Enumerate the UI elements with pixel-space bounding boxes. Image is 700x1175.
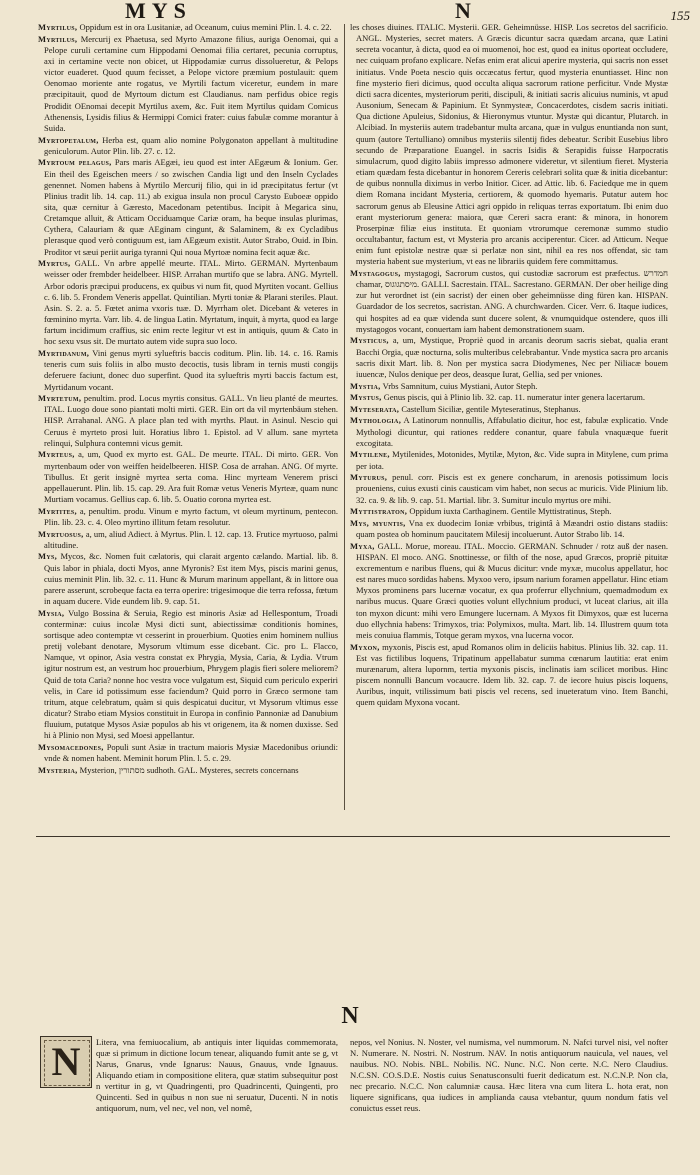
entry-headword: Myrteus, [38, 449, 75, 460]
dictionary-entry [350, 404, 668, 415]
right-column [350, 22, 668, 812]
entry-text: GALL. Vn arbre appellé meurte. ITAL. Mirto. GERMAN. Myrtenbaum weisser oder frembder heidelbeer. HISP. Arrahan murtifo que se labra. ANG. Myrtell. Arbor odoris præcipui producens, ex quibus vi num fit, quod Myrtiten vocant. Gellius c. 6. lib. 5. Frondem Veneris appellat. Quintilian. Myrti toniæ & Plarani steriles. Plaut. Asin. S. 2. a. 5. Fœtet anima vxoris tuæ. D. Myrrham olet. Dicebant & veteres in fœminino myrta. Varr. lib. 4. de lingua Latin. Myrtatum, inquit, à myrta, quod ea large fartum incidimum craffius, sic enim recte legitur vt est in antiquis, quum & Cato in hoc sexu vsus sit. De murtato autem vide supra suo loco. [44, 258, 338, 347]
entry-text: Vna ex duodecim Ioniæ vrbibus, trigintâ à Mæandri ostio distans stadiis: quam postea ob hominum paucitatem Milesij incoluerunt. Autor Strabo lib. 14. [356, 517, 668, 540]
dictionary-entry [350, 506, 668, 517]
entry-text: A Latinorum nonnullis, Affabulatio dicitur, hoc est, fabulæ explicatio. Vnde Mythologi dicuntur, qui rationes reddere conantur, quare fabula vnaquæque fuerit excogitata. [356, 415, 668, 448]
entry-text: Mercurij ex Phaetusa, sed Myrto Amazone filius, auriga Oenomai, qui a Pelope curuli certamine cum Hippodami Oenomai filia certaret, pecunia corruptus, axi in certamine vecte non obicet, ut Hippodamiæ currus dissolueretur, & Pelops victor euaderet. Quod quum fecisset, a Pelope victore præmium postulauit: quem Oenomao moriente ante rogatus, ve Myrtili factum viceretur, eundem in mare præcipitauit, quod de Myrtoum dictum est Claudianus. nam perfidus obice regis Prodidit OEnomai decepit Myrtilus axem, &c. Fuit item Myrtilus quidam Comicus Athenensis, Lysidis filius & Hermippi Comici frater: cuius fabulæ comme morantur à Suida. [44, 33, 338, 133]
entry-headword: Myrtuosus, [38, 528, 84, 539]
n-entry-left-text: Litera, vna femiuocalium, ab antiquis inter liquidas commemorata, quæ si primum in dictione locum tenear, aliquando fumit ante se g, vt Narus, Gnarus, vnde Ignarus: Nauus, Gnauus, vnde Ignauus. Aliquando etiam in compositione elitera, quæ statim subsequitur post n vertitur in g, vt Quadringenti, pro Quadrincenti, Quingenti, pro Quincenti. Sed in quibus n non sue ni seruatur, Ducenti. N in notis antiquorum, num, vel nec, vel non, vel nomê, [96, 1037, 338, 1113]
entry-headword: Mysomacedones, [38, 742, 104, 752]
decorated-initial [40, 1036, 92, 1088]
entry-headword: Myxon, [350, 641, 380, 652]
dictionary-entry [350, 541, 668, 641]
dictionary-entry [38, 393, 338, 449]
n-entry-right [350, 1037, 668, 1172]
dropcap-letter: N [51, 1039, 81, 1084]
dictionary-entry [350, 518, 668, 540]
dictionary-entry [38, 742, 338, 764]
dictionary-entry [38, 529, 338, 551]
entry-headword: Myrtilus, [38, 22, 78, 32]
entry-text: GALL. Morue, moreau. ITAL. Moccio. GERMAN. Schnuder / rotz auß der nasen. HISPAN. El moco. ANG. Snottinesse, or filth of the nose, apud Græcos, propriè pituitæ excrementum e naribus fluens, qui & Mucus dicitur: vnde myxæ, mucolus appellatur, hoc est nares muco sordidas habens. Myxoo vero, ipsum narium foramen appellatur. Hinc etiam Myxos prominens pars lucernæ vocatur, ex qua proferrur ellychnium, quemadmodum ex naribus mucus. Quare Græci quoties volunt ellychnium produci, vt luceat clarius, ait illa ton myxon dicunt: mihi vero Emungere lucernam. A Myxos fit Dimyxos, quæ est lucerna duo ellychnia habens: Trimyxos, tria: Polymixos, multa. Mart. lib. 14. Illustrem quum tota meis conuiua flammis, Totque geram myxos, vna lucerna vocor. [356, 540, 668, 640]
entry-text: myxonis, Piscis est, apud Romanos olim in deliciis habitus. Plinius lib. 32. cap. 11. Est vas fictilibus loquens, Tripatinum appellabatur summa cœnarum lautitia: erat enim murænarum, altera lupornm, tertia myxonis piscis, inclinatis iam scilicet moribus. Hinc piscem nonnulli Bancum vocaucre. Idem lib. 32. cap. 7. de iecore huius piscis loquens, Auribus, inquit, vtilissimum bati piscis vel recens, sed inueteratum vino. Item Banchi, quem quidam Myxona vocant. [356, 641, 668, 708]
entry-headword: Mystia, [350, 380, 381, 391]
entry-text: Castellum Siciliæ, gentile Myteseratinus, Stephanus. [401, 403, 581, 414]
dictionary-entry [38, 22, 338, 33]
dictionary-entry [350, 22, 668, 267]
dictionary-entry [350, 381, 668, 392]
section-rule [36, 836, 670, 837]
entry-headword: Mystus, [350, 392, 382, 403]
dictionary-entry [38, 258, 338, 347]
entry-text: Mytilenides, Motonides, Mytilæ, Myton, &c. Vide supra in Mitylene, cum prima per iota. [356, 449, 668, 471]
dictionary-entry [38, 449, 338, 505]
dictionary-entry [350, 642, 668, 709]
entry-text: a, um, aliud Adiect. à Myrtus. Plin. l. 12. cap. 13. Frutice myrtuoso, palmi altitudine. [44, 528, 338, 550]
dictionary-entry [38, 34, 338, 134]
dictionary-entry [350, 415, 668, 448]
entry-headword: Mysticus, [350, 335, 389, 346]
dictionary-entry [38, 765, 338, 776]
entry-headword: Myttistraton, [350, 506, 408, 517]
entry-headword: Mysia, [38, 607, 65, 618]
dictionary-entry [38, 608, 338, 742]
entry-headword: Myrtilus, [38, 33, 78, 44]
entry-text: Populi sunt Asiæ in tractum maioris Mysiæ Macedonibus oriundi: vnde & nomen habent. Meminit horum Plin. l. 5. c. 29. [44, 742, 338, 764]
entry-text: Oppidum est in ora Lusitaniæ, ad Oceanum, cuius memini Plin. l. 4. c. 22. [79, 22, 332, 32]
section-heading: N [341, 1003, 359, 1029]
dictionary-entry [38, 348, 338, 393]
entry-text: penultim. prod. Locus myrtis consitus. GALL. Vn lieu planté de meurtes. ITAL. Luogo doue sono piantati molti mirti. GER. Ein ort da vil myrtenbäum stehen. HISP. Arrahanal. ANG. A place plan ted with myrths. Plaut. in Asinul. Nescio qui Ceruus è myrteto prosi luit. Horatius libro 1. Epistol. ad V allum. sane myrteta relinqui, Sulphura contemni vicus gemit. [44, 393, 338, 448]
entry-text: a, um, Mystique, Propriè quod in arcanis deorum sacris siebat, qualia erant Bacchi Orgia, quæ nocturna, solis multeribus celebrabantur. Vnde mystica sacra pro arcanis sacris dixit Mart. lib. 8. Non per mystica sacra Diodymenes, Nec per Niliacæ bouem iuuencæ, Nulos denique per deos, deasque Iurat, Gellia, sed per vniones. [356, 335, 668, 379]
entry-headword: Mys, myuntis, [350, 517, 406, 528]
running-head-left: MYS [125, 0, 192, 23]
entry-headword: Mytilene, [350, 449, 390, 460]
column-divider [344, 24, 345, 810]
entry-text: penul. corr. Piscis est ex genere concharum, in arenosis potissimum locis proueniens, cuius exusti cinis causticam vim habet, non secus ac muricis. Vide Plinium lib. 32. ca. 9. & lib. 9. cap. 51. Martial. libr. 3. Sumitur inculo myrtus ore mihi. [356, 472, 668, 505]
dictionary-entry [350, 392, 668, 403]
entry-text: mystagogi, Sacrorum custos, qui custodiæ sacrorum est præfectus. חמדרש chamar, מיסתגוגוס. GALLI. Sacrestain. ITAL. Sacrestano. GERMAN. Der ober heilige ding zur hut verordnet ist (ein sacrist) der einen ober geheimnüsse ding füren kan. HISPAN. Guardador de los secretos, sacristan. ANG. A churchwarden. Cicer. Verr. 6. Itaque iudices, qui hospites ad ea quæ videnda sunt ducere solent, & vnumquidque ostendere, quos illi mystagogos vocant, conuertam iam habent demonstrationem suam. [356, 267, 668, 334]
entry-headword: Myrtopetalum, [38, 134, 99, 145]
dictionary-entry [38, 551, 338, 607]
entry-headword: Mythologia, [350, 415, 402, 426]
entry-headword: Myrtoum pelagus, [38, 157, 112, 168]
entry-text: Genus piscis, qui à Plinio lib. 32. cap. 11. numeratur inter genera lacertarum. [383, 392, 645, 403]
entry-text: les choses diuines. ITALIC. Mysterii. GER. Geheimnüsse. HISP. Los secretos del sacrificio. ANGL. Mysteries, secret maters. A Græcis dicuntur sacra quædam arcana, quæ Latini secreta vocantur, à dicta, quod ea oi muomenoi, hoc est, quod ea initus oporteat occludere, nec cuiquam profano explicare. Nefas enim erat alicui aperire mysteria, qui sacris non esset initiatus. Vnde Poeta nescio quis occæcatus fertur, quod mysteria enuntiasset. Hinc non fine mysterio fieri dicimus, quod occulta aliqua sacrorum ratione perficitur. Vnde Mystæ dicti sacra dicentes, mysteriorum periti, discipuli, & initiati sacris alicuius numinis, vt apud Ausonium, Senecam & Papinium. Et Synmysteæ, Concacerdotes, cisdem sacris initiati. Qua dictione Apuleius, Sidonius, & Hieronymus vtuntur. Mystæ qui dicantur, Plutarch. in Alcibiad. In mysteriis autem tradebantur multa arcana, quæ in vulgus enuntianda non sunt, quum (autore Tertulliano) omnibus mysteriis silentij fides debeatur. Scribit Eusebius libro secundo de Præparatione Euangel. in sacris Isidis & Serapidis fuisse Harpocratis simulacrum, quod digito labiis impresso admonere videretur, vt silentium fieret. Mysteria etiam quædam festa dicebantur in honorem Cereris celebrari solita quæ & initia dicebantur: de quibus nonnulla diximus in verbo Initior. Cicer. ad Attic. lib. 6. Faciedque me in quem diem Romana incidant Mysteria, certiorem, & quomodo hyemaris. Putatur autem hoc sacrorum genus ab Eleusine Attici agri oppido in reliquas terras exportatum. Ibi enim duo erant mysteriorum genera: maiora, quæ Cereri sacra erant: & minora, in honorem Proserpinæ filiæ eius instituta. Et quoniam vtrorumque ceremonæ summo studio occultabantur, factum est, vt Mysteria pro arcanis acciperentur. Cicer. ad Atticum. Neque enim funt epistolæ nestræ quæ si perlatæ non sint, nihil ea res nos offendat, sic tam mysteria habent sue mysterium, vt eas ne librariis quidem fere committamus. [350, 22, 668, 267]
entry-headword: Myturus, [350, 472, 388, 483]
entry-text: Pars maris AEgæi, ieu quod est inter AEgæum & Ionium. Ger. Ein theil des Egeischen meers / so zwischen Candia ligt und den Inseln Cyclades genennet. Nomen habens à Myrtilo Mercurij filio, qui in id præcipitatus fertur (vt Plinius tradit lib. 14. cap. 11.) ab exigua insula non procul Carysto Euboeæ oppido sita, quæ cernitur à Gæresto, Macedonam petentibus. Incipit à Megarica sinu, Cretamque alluit, & Atticam Occiduamque Cariæ oram, ha beque insulas plurimas, Cythera, Calauriam & quæ AEginam cingunt, & Salaminem, & ex Cycladibus plerasque quod verò contiguum est, iam AEgæum existit. Autor Strabo, Ouid. in Ibin. Proditor vt sæui periit auriga tyranni Qui noua Myrtoæ nomina fecit aquæ &c. [44, 157, 338, 257]
entry-text: Mycos, &c. Nomen fuit cælatoris, qui clarait argento cælando. Martial. lib. 8. Quis labor in phiala, docti Myos, anne Myronis? Est item Mys, piscis marini genus, cuius meminit Plin. lib. 32. c. 11. Hunc & Murum marinum appellant, & in littore oua parere asserunt, scrobeque facta ea terra operire: trigesimoque die terra refossa, fœtum in aquam ducere. Vide eundem lib. 9. cap. 51. [44, 551, 338, 606]
entry-text: Mysterion, מסתורין sudhoth. GAL. Mysteres, secrets concernans [79, 764, 299, 775]
entry-headword: Myxa, [350, 540, 375, 551]
entry-text: Vulgo Bossina & Seruia, Regio est minoris Asiæ ad Hellespontum, Troadi conterminæ: cuius incolæ Mysi dicti sunt, abiectissimæ conditionis homines, sortisque adeo contemptæ vt cesserint in prouerbium. Quoties enim hominem nullius pretij volebant denotare, Mysorum vltimum esse dicebant. Cic. pro L. Flacco, Namque, vt opinor, Asia vestra constat ex Phrygia, Mysia, Caria, & Lydia. Vtrum igitur nostrum est, an vestrum hoc prouerbium, Phrygem plagis fieri solere meliorem? Quid de tota Caria? nonne hoc vestra voce vulgatum est, Siquid cum periculo experiri velis, in Care id potissimum esse faciendum? Quid porro in Græco sermone tam tritum, atque celebratum, quàm si quis despicatui ducitur, vt Mysorum vltimus esse dicatur? Strabo etiam Mysios constituit in Europa in confinio Pannoniæ ad Danubium fluuium, putatque Mysos Asiæ populos ab his vt origenem, ita & nomen duxisse. Sed hi à Plinio non Mysi, sed Moesi appellantur. [44, 607, 338, 741]
entry-text: a, um, Quod ex myrto est. GAL. De meurte. ITAL. Di mirto. GER. Von myrtenbaum oder von weiffen heidelbeeren. HISP. Cosa de arrahan. ANG. Of myrte. Tibullus. Et gerit insignè myrtea serta coma. Hinc myrteam Venerem prisci appellauerunt. Plin. lib. 15. cap. 29. Ara fuit Romæ vetus Veneris Myrteæ, quam nunc Murtiam vocamus. Gellius cap. 6. lib. 5. Ouatio corona myrtea est. [44, 449, 338, 505]
entry-headword: Mystagogus, [350, 267, 401, 278]
entry-headword: Myrtus, [38, 258, 71, 269]
running-head-right: N [455, 0, 477, 23]
entry-headword: Mys, [38, 551, 58, 562]
dictionary-entry [350, 472, 668, 505]
n-entry-right-text: nepos, vel Nonius. N. Noster, vel numisma, vel nummorum. N. Nafci turvel nisi, vel nofter N. Numerare. N. Nostri. N. Nostrum. NAV. In notis antiquorum nauicula, vel naues, vel nauibus. NO. Nobis. NBL. Nobilis. NC. Nunc. N.C. Non certe. N.C. Nero Claudius. N.C.SN. CO.S.D.E. Nostis cuius Senatusconsulti fuerit dedicatum est. N.C.N.P. Non cla, nec precario. N.C.C. Non calumniæ causa. Hæc litera vna cum litera L. hota erat, non liquere significans, qua iudices in amplianda causa vtebantur, quum nondum fatis vel conuictus esset reus. [350, 1037, 668, 1113]
dictionary-entry [350, 268, 668, 335]
dictionary-entry [38, 157, 338, 257]
page-number: 155 [670, 8, 690, 23]
entry-headword: Myrtites, [38, 505, 77, 516]
dictionary-entry [38, 506, 338, 528]
entry-text: Oppidum iuxta Carthaginem. Gentile Myttistratinus, Steph. [409, 506, 612, 517]
dictionary-entry [350, 449, 668, 471]
n-entry-left [96, 1037, 338, 1172]
dictionary-entry [350, 335, 668, 380]
entry-text: Vrbs Samnitum, cuius Mystiani, Autor Steph. [382, 380, 538, 391]
entry-headword: Mysteria, [38, 764, 78, 775]
dictionary-entry [38, 135, 338, 157]
entry-headword: Myteserata, [350, 403, 400, 414]
entry-text: Herba est, quam alio nomine Polygonaton appellant à multitudine geniculorum. Autor Plin. lib. 27. c. 12. [44, 134, 338, 156]
entry-text: Vini genus myrti sylueftris baccis coditum. Plin. lib. 14. c. 16. Ramis teneris cum suis foliis in albo musto decoctis, tusis libram in ternis musti congijs deferuere faciunt, donec duo superfint. Quod ita sylueftris myrti baccis factum est, Myrtidanum vocant. [44, 348, 338, 392]
left-column [38, 22, 338, 812]
entry-text: a, penultim. produ. Vinum e myrto factum, vt oleum myrtinum, pentecon. Plin. lib. 23. c. 4. Oleo myrtino illitum fetam resolutur. [44, 505, 338, 527]
entry-headword: Myrtetum, [38, 393, 82, 404]
entry-headword: Myrtidanum, [38, 348, 90, 359]
